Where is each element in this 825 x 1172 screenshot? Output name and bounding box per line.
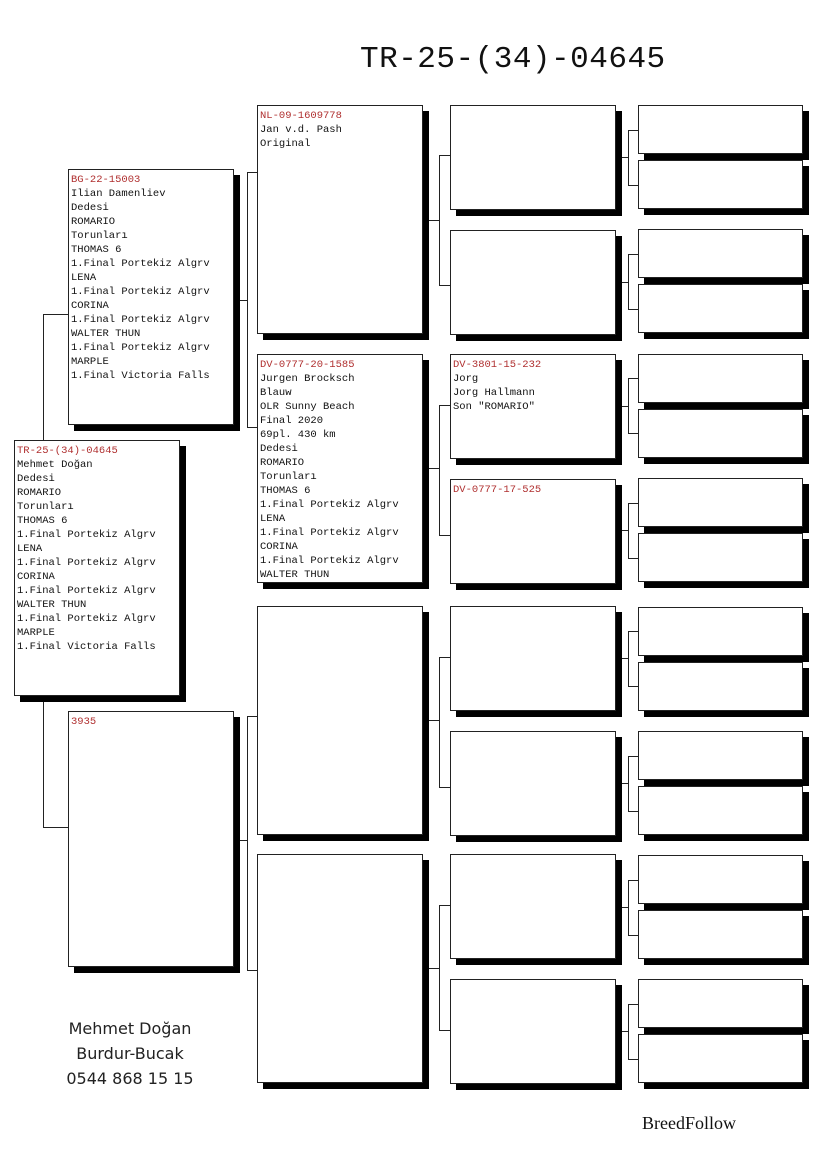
connector-line [427, 468, 439, 469]
g3-card [450, 731, 616, 836]
connector-line [247, 970, 257, 971]
connector-line [43, 827, 68, 828]
connector-line [628, 935, 638, 936]
connector-line [628, 756, 629, 811]
connector-line [628, 130, 638, 131]
connector-line [628, 378, 638, 379]
detail-line: CORINA [71, 300, 109, 312]
detail-line: Jorg [453, 373, 479, 385]
connector-line [439, 405, 450, 406]
detail-line: Ilian Damenliev [71, 188, 166, 200]
g4-card [638, 478, 803, 527]
connector-line [427, 720, 439, 721]
connector-line [628, 631, 629, 686]
g4-card [638, 409, 803, 458]
detail-line: OLR Sunny Beach [260, 401, 355, 413]
detail-line: ROMARIO [71, 216, 116, 228]
sire-sire-card [257, 105, 423, 334]
connector-line [628, 1004, 638, 1005]
detail-line: 1.Final Portekiz Algrv [71, 286, 210, 298]
connector-line [427, 968, 439, 969]
brand-logo-text: BreedFollow [642, 1113, 736, 1133]
g4-card [638, 533, 803, 582]
detail-line: LENA [260, 513, 286, 525]
dam-ring-number: 3935 [71, 716, 97, 728]
connector-line [439, 535, 450, 536]
detail-line: Dedesi [17, 473, 55, 485]
g3-card [450, 854, 616, 959]
g4-card [638, 105, 803, 154]
owner-location: Burdur-Bucak [76, 1044, 184, 1063]
connector-line [628, 1059, 638, 1060]
detail-line: 1.Final Victoria Falls [17, 641, 156, 653]
sire-dam-card [257, 354, 423, 583]
connector-line [439, 285, 450, 286]
sire-ring-number: BG-22-15003 [71, 174, 141, 186]
g4-card [638, 662, 803, 711]
detail-line: WALTER THUN [17, 599, 87, 611]
connector-line [628, 558, 638, 559]
detail-line: 1.Final Portekiz Algrv [71, 342, 210, 354]
g3-ring-number: DV-0777-17-525 [453, 484, 542, 496]
g4-card [638, 910, 803, 959]
connector-line [620, 406, 628, 407]
detail-line: Original [260, 138, 311, 150]
connector-line [620, 907, 628, 908]
connector-line [620, 530, 628, 531]
detail-line: Torunları [71, 230, 128, 242]
connector-line [628, 880, 638, 881]
connector-line [628, 503, 638, 504]
connector-line [620, 1031, 628, 1032]
detail-line: Blauw [260, 387, 292, 399]
detail-line: Final 2020 [260, 415, 324, 427]
g4-card [638, 354, 803, 403]
dam-sire-card [257, 606, 423, 835]
g3-details [453, 372, 613, 414]
detail-line: LENA [17, 543, 43, 555]
connector-line [247, 716, 257, 717]
connector-line [620, 783, 628, 784]
detail-line: 1.Final Portekiz Algrv [17, 557, 156, 569]
detail-line: ROMARIO [260, 457, 305, 469]
detail-line: CORINA [260, 541, 298, 553]
detail-line: THOMAS 6 [17, 515, 68, 527]
connector-line [628, 378, 629, 433]
connector-line [628, 503, 629, 558]
connector-line [439, 905, 440, 1030]
connector-line [620, 157, 628, 158]
detail-line: 1.Final Portekiz Algrv [71, 258, 210, 270]
detail-line: CORINA [17, 571, 55, 583]
detail-line: Jurgen Brocksch [260, 373, 355, 385]
connector-line [439, 155, 440, 285]
g3-card [450, 230, 616, 335]
detail-line: MARPLE [71, 356, 109, 368]
connector-line [439, 1030, 450, 1031]
detail-line: Mehmet Doğan [17, 459, 93, 471]
connector-line [628, 1004, 629, 1059]
connector-line [628, 756, 638, 757]
connector-line [628, 185, 638, 186]
detail-line: 1.Final Portekiz Algrv [71, 314, 210, 326]
g4-card [638, 786, 803, 835]
detail-line: ROMARIO [17, 487, 62, 499]
sire-details [71, 187, 231, 383]
connector-line [43, 696, 44, 827]
detail-line: THOMAS 6 [260, 485, 311, 497]
owner-contact [40, 1016, 220, 1091]
connector-line [628, 130, 629, 185]
detail-line: WALTER THUN [71, 328, 141, 340]
detail-line: 1.Final Victoria Falls [71, 370, 210, 382]
g3-card [450, 979, 616, 1084]
g4-card [638, 284, 803, 333]
subject-ring-number: TR-25-(34)-04645 [17, 445, 118, 457]
connector-line [628, 811, 638, 812]
dam-dam-card [257, 854, 423, 1083]
connector-line [247, 716, 248, 970]
connector-line [234, 840, 247, 841]
detail-line: 1.Final Portekiz Algrv [17, 529, 156, 541]
g3-ring-number: DV-3801-15-232 [453, 359, 542, 371]
detail-line: MARPLE [17, 627, 55, 639]
sire-sire-ring-number: NL-09-1609778 [260, 110, 342, 122]
connector-line [439, 905, 450, 906]
connector-line [628, 254, 638, 255]
g4-card [638, 607, 803, 656]
subject-bird-card [14, 440, 180, 696]
connector-line [247, 172, 248, 427]
connector-line [439, 787, 450, 788]
detail-line: Dedesi [71, 202, 109, 214]
connector-line [628, 686, 638, 687]
detail-line: 1.Final Portekiz Algrv [260, 555, 399, 567]
sire-card [68, 169, 234, 425]
g4-card [638, 979, 803, 1028]
connector-line [247, 427, 257, 428]
connector-line [427, 220, 439, 221]
g4-card [638, 731, 803, 780]
g3-card [450, 479, 616, 584]
owner-phone: 0544 868 15 15 [66, 1069, 194, 1088]
subject-details [17, 458, 177, 654]
detail-line: Son "ROMARIO" [453, 401, 535, 413]
sire-dam-details [260, 372, 420, 582]
connector-line [628, 433, 638, 434]
detail-line: WALTER THUN [260, 569, 330, 581]
detail-line: 1.Final Portekiz Algrv [17, 613, 156, 625]
detail-line: Dedesi [260, 443, 298, 455]
dam-card [68, 711, 234, 967]
sire-sire-details [260, 123, 420, 151]
connector-line [439, 405, 440, 535]
detail-line: 69pl. 430 km [260, 429, 336, 441]
pedigree-title: TR-25-(34)-04645 [360, 42, 666, 77]
connector-line [43, 314, 68, 315]
detail-line: 1.Final Portekiz Algrv [260, 499, 399, 511]
g3-card [450, 354, 616, 459]
sire-dam-ring-number: DV-0777-20-1585 [260, 359, 355, 371]
g4-card [638, 1034, 803, 1083]
connector-line [628, 880, 629, 935]
connector-line [439, 657, 440, 787]
g4-card [638, 160, 803, 209]
detail-line: Jorg Hallmann [453, 387, 535, 399]
detail-line: 1.Final Portekiz Algrv [260, 527, 399, 539]
connector-line [439, 155, 450, 156]
connector-line [234, 300, 247, 301]
detail-line: THOMAS 6 [71, 244, 122, 256]
connector-line [628, 631, 638, 632]
detail-line: Torunları [260, 471, 317, 483]
detail-line: 1.Final Portekiz Algrv [17, 585, 156, 597]
g4-card [638, 855, 803, 904]
connector-line [628, 254, 629, 309]
connector-line [620, 658, 628, 659]
g3-card [450, 606, 616, 711]
g3-card [450, 105, 616, 210]
connector-line [439, 657, 450, 658]
g4-card [638, 229, 803, 278]
connector-line [247, 172, 257, 173]
detail-line: Torunları [17, 501, 74, 513]
detail-line: Jan v.d. Pash [260, 124, 342, 136]
detail-line: LENA [71, 272, 97, 284]
connector-line [620, 282, 628, 283]
connector-line [628, 309, 638, 310]
owner-name: Mehmet Doğan [68, 1019, 192, 1038]
